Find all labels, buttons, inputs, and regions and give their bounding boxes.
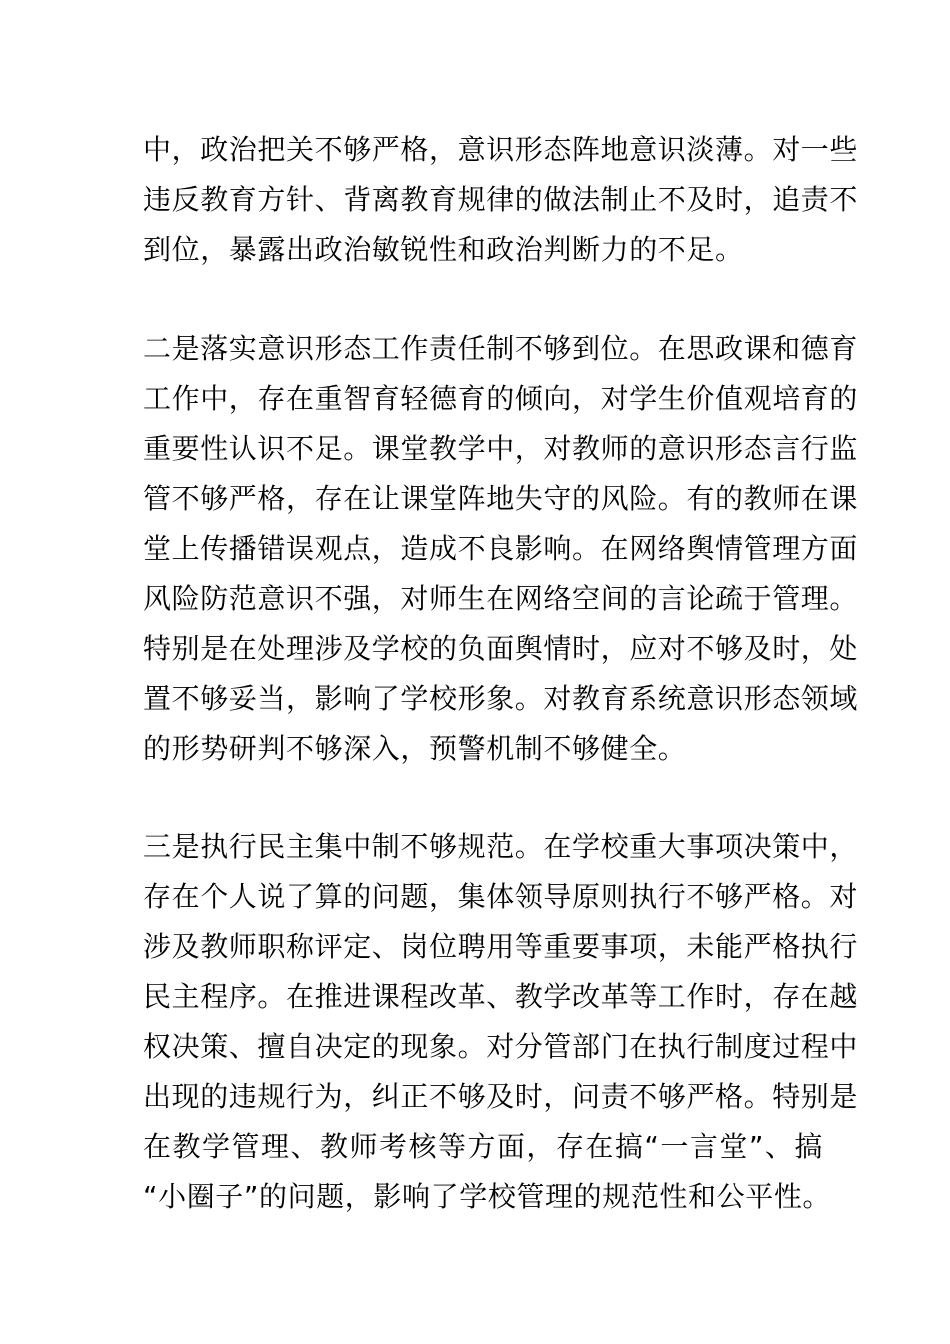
paragraph-line: 重要性认识不足。课堂教学中，对教师的意识形态言行监 [143, 432, 859, 465]
paragraph-line: 三是执行民主集中制不够规范。在学校重大事项决策中， [143, 830, 859, 863]
paragraph-line: 存在个人说了算的问题，集体领导原则执行不够严格。对 [143, 880, 859, 913]
paragraph-line: 涉及教师职称评定、岗位聘用等重要事项，未能严格执行 [143, 930, 859, 963]
paragraph-1 [143, 125, 859, 275]
paragraph-line: 到位，暴露出政治敏锐性和政治判断力的不足。 [143, 233, 744, 266]
paragraph-line: 的形势研判不够深入，预警机制不够健全。 [143, 732, 687, 765]
paragraph-3 [143, 822, 859, 1222]
paragraph-line: 管不够严格，存在让课堂阵地失守的风险。有的教师在课 [143, 482, 859, 515]
paragraph-line: 堂上传播错误观点，造成不良影响。在网络舆情管理方面 [143, 532, 859, 565]
paragraph-2 [143, 324, 859, 774]
paragraph-line: 特别是在处理涉及学校的负面舆情时，应对不够及时，处 [143, 632, 859, 665]
paragraph-line: 中，政治把关不够严格，意识形态阵地意识淡薄。对一些 [143, 133, 859, 166]
paragraph-line: 权决策、擅自决定的现象。对分管部门在执行制度过程中 [143, 1030, 859, 1063]
paragraph-line: 二是落实意识形态工作责任制不够到位。在思政课和德育 [143, 332, 859, 365]
paragraph-line: 出现的违规行为，纠正不够及时，问责不够严格。特别是 [143, 1080, 859, 1113]
paragraph-line: 置不够妥当，影响了学校形象。对教育系统意识形态领域 [143, 682, 859, 715]
paragraph-line: 民主程序。在推进课程改革、教学改革等工作时，存在越 [143, 980, 859, 1013]
paragraph-line: 风险防范意识不强，对师生在网络空间的言论疏于管理。 [143, 582, 859, 615]
paragraph-line: 违反教育方针、背离教育规律的做法制止不及时，追责不 [143, 183, 859, 216]
paragraph-line: 在教学管理、教师考核等方面，存在搞“一言堂”、搞 [143, 1130, 823, 1163]
paragraph-line: “小圈子”的问题，影响了学校管理的规范性和公平性。 [143, 1180, 832, 1213]
paragraph-line: 工作中，存在重智育轻德育的倾向，对学生价值观培育的 [143, 382, 859, 415]
